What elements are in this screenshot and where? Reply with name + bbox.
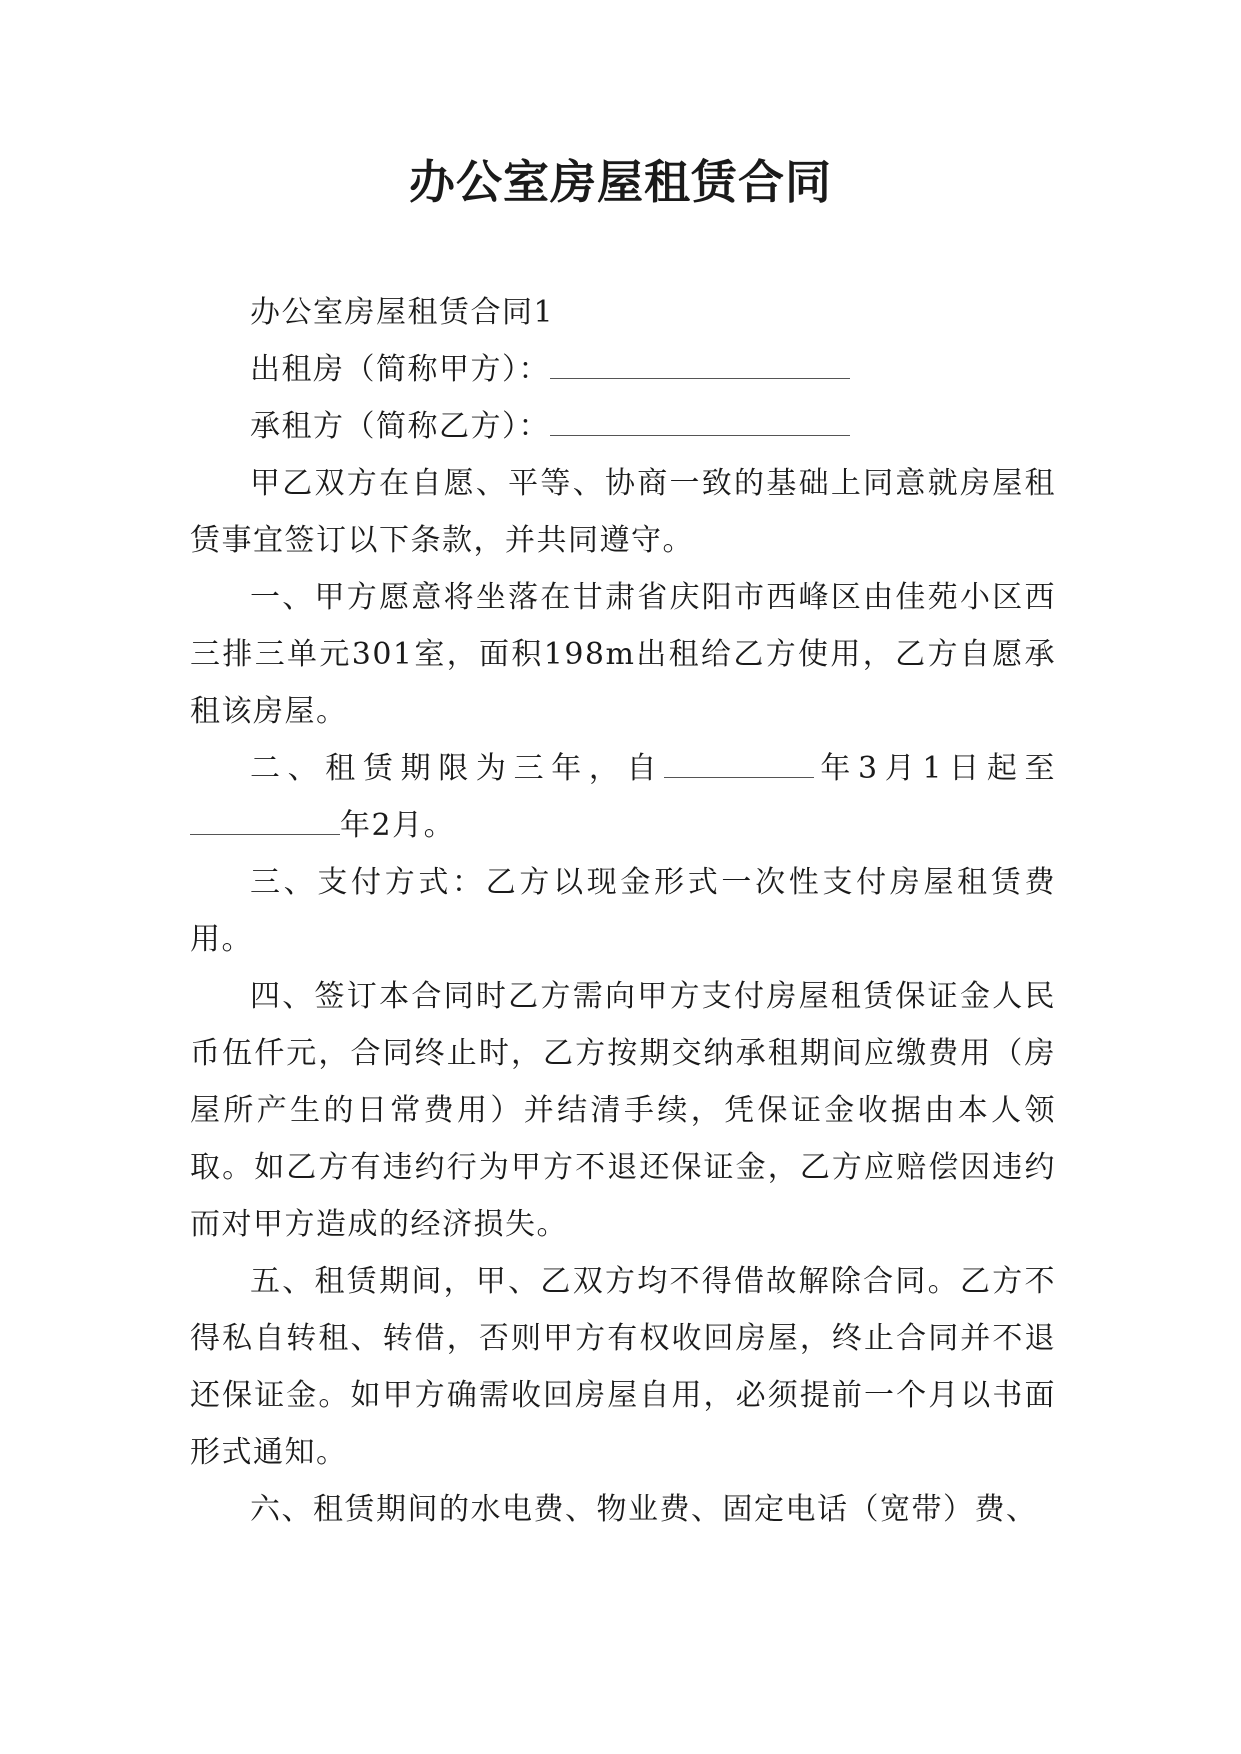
clause-3: 三、支付方式：乙方以现金形式一次性支付房屋租赁费用。 [190,865,1056,957]
end-year-blank [190,806,340,836]
lessee-line [190,398,1056,455]
contract-subtitle: 办公室房屋租赁合同1 [250,295,555,330]
lessor-label: 出租房（简称甲方）： [250,352,550,387]
lessor-line [190,341,1056,398]
clause-2-part-2: 年3月1日起至 [814,751,1056,786]
clause-4: 四、签订本合同时乙方需向甲方支付房屋租赁保证金人民币伍仟元，合同终止时，乙方按期交纳承租期间应缴费用（房屋所产生的日常费用）并结清手续，凭保证金收据由本人领取。如乙方有违约行为甲方不退还保证金，乙方应赔偿因违约而对甲方造成的经济损失。 [190,979,1056,1242]
start-year-blank [664,749,814,779]
lessee-label: 承租方（简称乙方）： [250,409,550,444]
clause-2-part-3: 年2月。 [340,808,456,843]
intro-paragraph: 甲乙双方在自愿、平等、协商一致的基础上同意就房屋租赁事宜签订以下条款，并共同遵守。 [190,466,1056,558]
lessee-blank [550,407,850,437]
clause-1: 一、甲方愿意将坐落在甘肃省庆阳市西峰区由佳苑小区西三排三单元301室，面积198m出租给乙方使用，乙方自愿承租该房屋。 [190,580,1056,729]
clause-5: 五、租赁期间，甲、乙双方均不得借故解除合同。乙方不得私自转租、转借，否则甲方有权收回房屋，终止合同并不退还保证金。如甲方确需收回房屋自用，必须提前一个月以书面形式通知。 [190,1264,1056,1470]
clause-6: 六、租赁期间的水电费、物业费、固定电话（宽带）费、 [250,1492,1038,1527]
document-body [190,284,1056,1538]
document-title: 办公室房屋租赁合同 [409,155,832,209]
lessor-blank [550,350,850,380]
clause-2-part-1: 二、租赁期限为三年，自 [250,751,665,786]
clause-2 [190,740,1056,854]
